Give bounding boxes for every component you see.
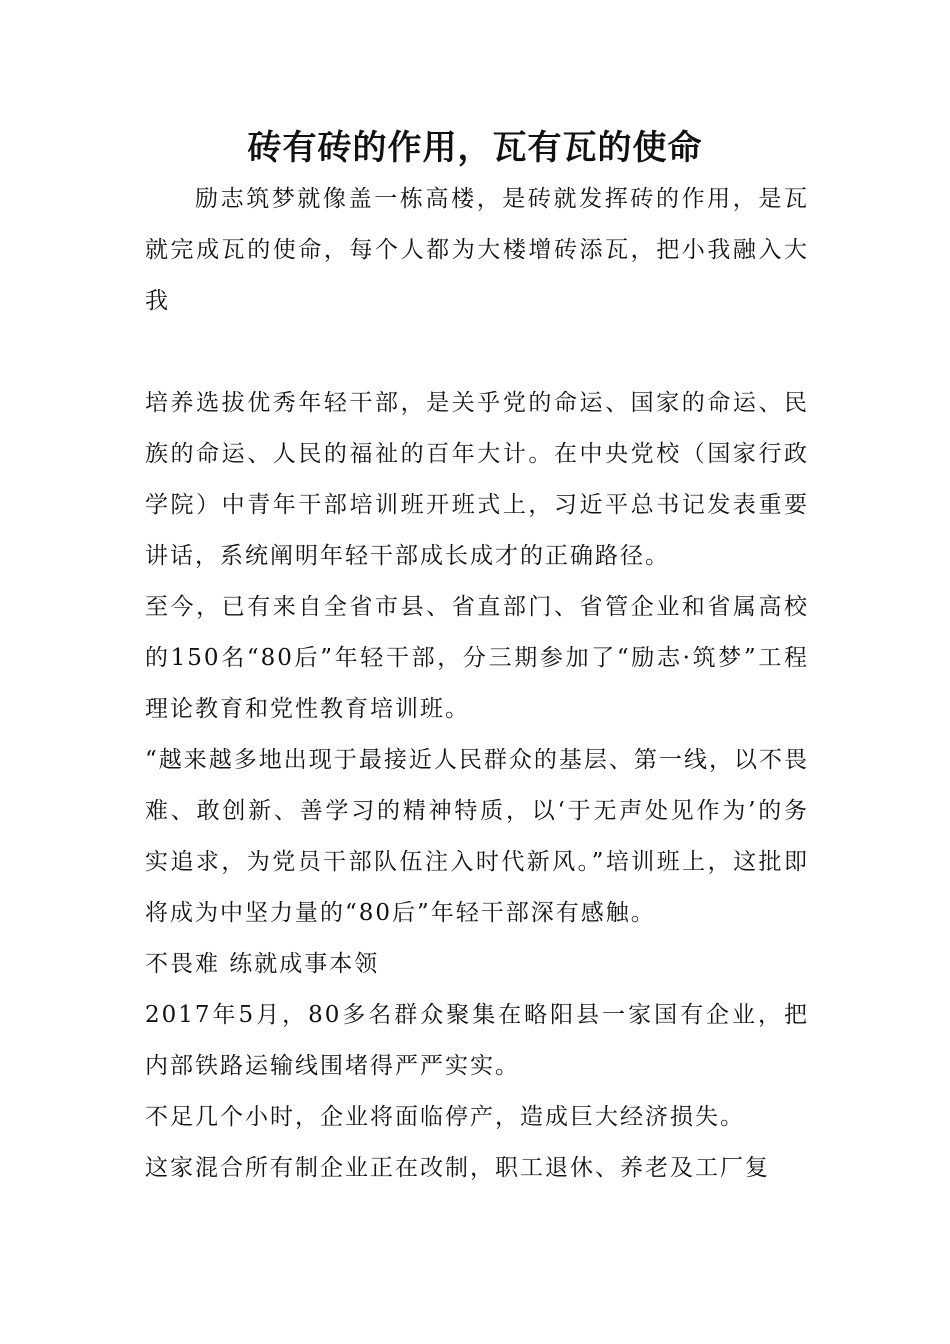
document-title: 砖有砖的作用，瓦有瓦的使命 [247, 128, 703, 168]
section-heading: 不畏难 练就成事本领 [145, 951, 380, 977]
paragraph-lead: 励志筑梦就像盖一栋高楼，是砖就发挥砖的作用，是瓦就完成瓦的使命，每个人都为大楼增砖添瓦，把小我融入大我 [145, 186, 809, 314]
paragraph: “越来越多地出现于最接近人民群众的基层、第一线，以不畏难、敢创新、善学习的精神特质，以‘于无声处见作为’的务实追求，为党员干部队伍注入时代新风。”培训班上，这批即将成为中坚力量的“80后”年轻干部深有感触。 [145, 747, 809, 926]
paragraph: 不足几个小时，企业将面临停产，造成巨大经济损失。 [145, 1104, 745, 1130]
paragraph: 这家混合所有制企业正在改制，职工退休、养老及工厂复 [145, 1155, 770, 1181]
document-body [145, 174, 809, 1194]
paragraph: 培养选拔优秀年轻干部，是关乎党的命运、国家的命运、民族的命运、人民的福祉的百年大计。在中央党校（国家行政学院）中青年干部培训班开班式上，习近平总书记发表重要讲话，系统阐明年轻干部成长成才的正确路径。 [145, 390, 809, 569]
paragraph: 至今，已有来自全省市县、省直部门、省管企业和省属高校的150名“80后”年轻干部，分三期参加了“励志·筑梦”工程理论教育和党性教育培训班。 [145, 594, 809, 722]
paragraph: 2017年5月，80多名群众聚集在略阳县一家国有企业，把内部铁路运输线围堵得严严实实。 [145, 1002, 809, 1079]
